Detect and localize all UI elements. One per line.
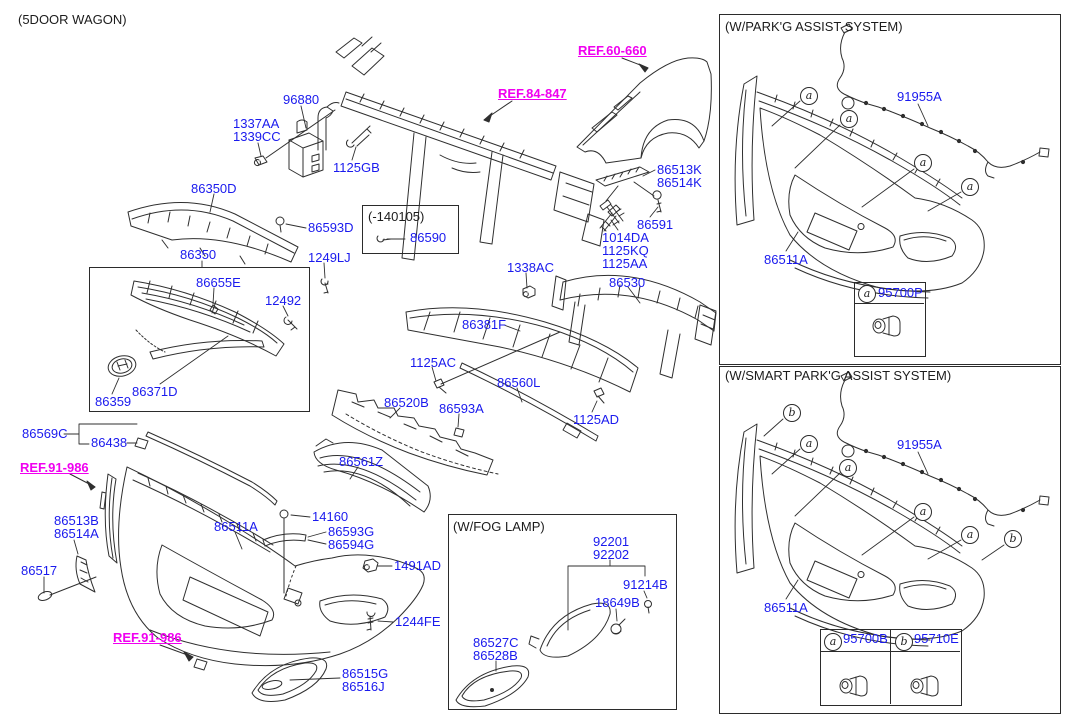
module-bracket-drawing (289, 103, 339, 178)
sub-box-1-divider (854, 303, 924, 304)
part-label-86511A-smart[interactable]: 86511A (764, 600, 808, 615)
callout-marker-a: a (961, 178, 979, 196)
fog-lamp-box (448, 514, 677, 710)
callout-marker-a: a (839, 459, 857, 477)
part-label-86530[interactable]: 86530 (609, 275, 646, 290)
callout-marker-a: a (840, 110, 858, 128)
part-label-86527C[interactable]: 86527C (473, 635, 519, 650)
ref-link-84-847[interactable]: REF.84-847 (498, 86, 567, 101)
part-label-86561Z[interactable]: 86561Z (339, 454, 384, 469)
part-label-86511A-park[interactable]: 86511A (764, 252, 808, 267)
part-label-91955A-park[interactable]: 91955A (897, 89, 942, 104)
part-label-86350D[interactable]: 86350D (191, 181, 237, 196)
callout-marker-a: a (800, 435, 818, 453)
part-label-86513K[interactable]: 86513K (657, 162, 702, 177)
callout-marker-a: a (858, 285, 876, 303)
part-label-86359[interactable]: 86359 (95, 394, 132, 409)
part-label-91955A-smart[interactable]: 91955A (897, 437, 942, 452)
part-label-1125AA[interactable]: 1125AA (602, 256, 648, 271)
part-label-86590[interactable]: 86590 (410, 230, 447, 245)
part-label-1125GB[interactable]: 1125GB (333, 160, 380, 175)
part-label-86514K[interactable]: 86514K (657, 175, 702, 190)
part-label-1337AA[interactable]: 1337AA (233, 116, 280, 131)
part-label-86593D[interactable]: 86593D (308, 220, 354, 235)
callout-marker-b: b (783, 404, 801, 422)
part-label-14160[interactable]: 14160 (312, 509, 349, 524)
part-label-86350[interactable]: 86350 (180, 247, 217, 262)
ref-link-91-986-lower[interactable]: REF.91-986 (113, 630, 182, 645)
part-label-86513B[interactable]: 86513B (54, 513, 99, 528)
part-label-86371D[interactable]: 86371D (132, 384, 178, 399)
variant-box-header: (-140105) (368, 209, 425, 224)
fender-drawing (577, 58, 711, 163)
part-label-86528B[interactable]: 86528B (473, 648, 518, 663)
part-label-86655E[interactable]: 86655E (196, 275, 241, 290)
part-label-1244FE[interactable]: 1244FE (395, 614, 441, 629)
parking-panel-header: (W/PARK'G ASSIST SYSTEM) (725, 19, 903, 34)
callout-marker-b: b (895, 633, 913, 651)
part-label-95710E[interactable]: 95710E (914, 631, 959, 646)
part-label-86591[interactable]: 86591 (637, 217, 674, 232)
part-label-86593A[interactable]: 86593A (439, 401, 484, 416)
part-label-18649B[interactable]: 18649B (595, 595, 640, 610)
fog-box-header: (W/FOG LAMP) (453, 519, 545, 534)
callout-marker-a: a (914, 154, 932, 172)
part-label-92202[interactable]: 92202 (593, 547, 630, 562)
part-label-1125KQ[interactable]: 1125KQ (602, 243, 649, 258)
part-label-1339CC[interactable]: 1339CC (233, 129, 281, 144)
sub-box-2-divider-v (890, 629, 891, 704)
part-label-86594G[interactable]: 86594G (328, 537, 375, 552)
part-label-86569C[interactable]: 86569C (22, 426, 68, 441)
part-label-1338AC[interactable]: 1338AC (507, 260, 554, 275)
part-label-1491AD[interactable]: 1491AD (394, 558, 441, 573)
part-label-86515G[interactable]: 86515G (342, 666, 389, 681)
callout-marker-a: a (961, 526, 979, 544)
part-label-91214B[interactable]: 91214B (623, 577, 668, 592)
part-label-95700P[interactable]: 95700P (878, 285, 923, 300)
part-label-86560L[interactable]: 86560L (497, 375, 541, 390)
part-label-1014DA[interactable]: 1014DA (602, 230, 649, 245)
callout-marker-a: a (824, 633, 842, 651)
part-label-95700B[interactable]: 95700B (843, 631, 888, 646)
part-label-86516J[interactable]: 86516J (342, 679, 385, 694)
part-label-1125AC[interactable]: 1125AC (410, 355, 457, 370)
callout-marker-a: a (800, 87, 818, 105)
part-label-96880[interactable]: 96880 (283, 92, 320, 107)
part-label-86381F[interactable]: 86381F (462, 317, 507, 332)
callout-marker-a: a (914, 503, 932, 521)
ref-link-91-986-upper[interactable]: REF.91-986 (20, 460, 89, 475)
part-label-86514A[interactable]: 86514A (54, 526, 99, 541)
page-title: (5DOOR WAGON) (18, 12, 127, 27)
part-label-1125AD[interactable]: 1125AD (573, 412, 620, 427)
bumper-lower-grille-drawing (314, 439, 430, 512)
part-label-92201[interactable]: 92201 (593, 534, 630, 549)
part-label-12492[interactable]: 12492 (265, 293, 302, 308)
bumper-rail-drawing (552, 275, 716, 378)
part-label-1249LJ[interactable]: 1249LJ (308, 250, 351, 265)
part-label-86520B[interactable]: 86520B (384, 395, 429, 410)
part-label-86511A[interactable]: 86511A (214, 519, 258, 534)
callout-marker-b: b (1004, 530, 1022, 548)
part-label-86438[interactable]: 86438 (91, 435, 128, 450)
part-label-86593G[interactable]: 86593G (328, 524, 375, 539)
smart-panel-header: (W/SMART PARK'G ASSIST SYSTEM) (725, 368, 952, 383)
part-label-86517[interactable]: 86517 (21, 563, 58, 578)
ref-link-60-660[interactable]: REF.60-660 (578, 43, 647, 58)
